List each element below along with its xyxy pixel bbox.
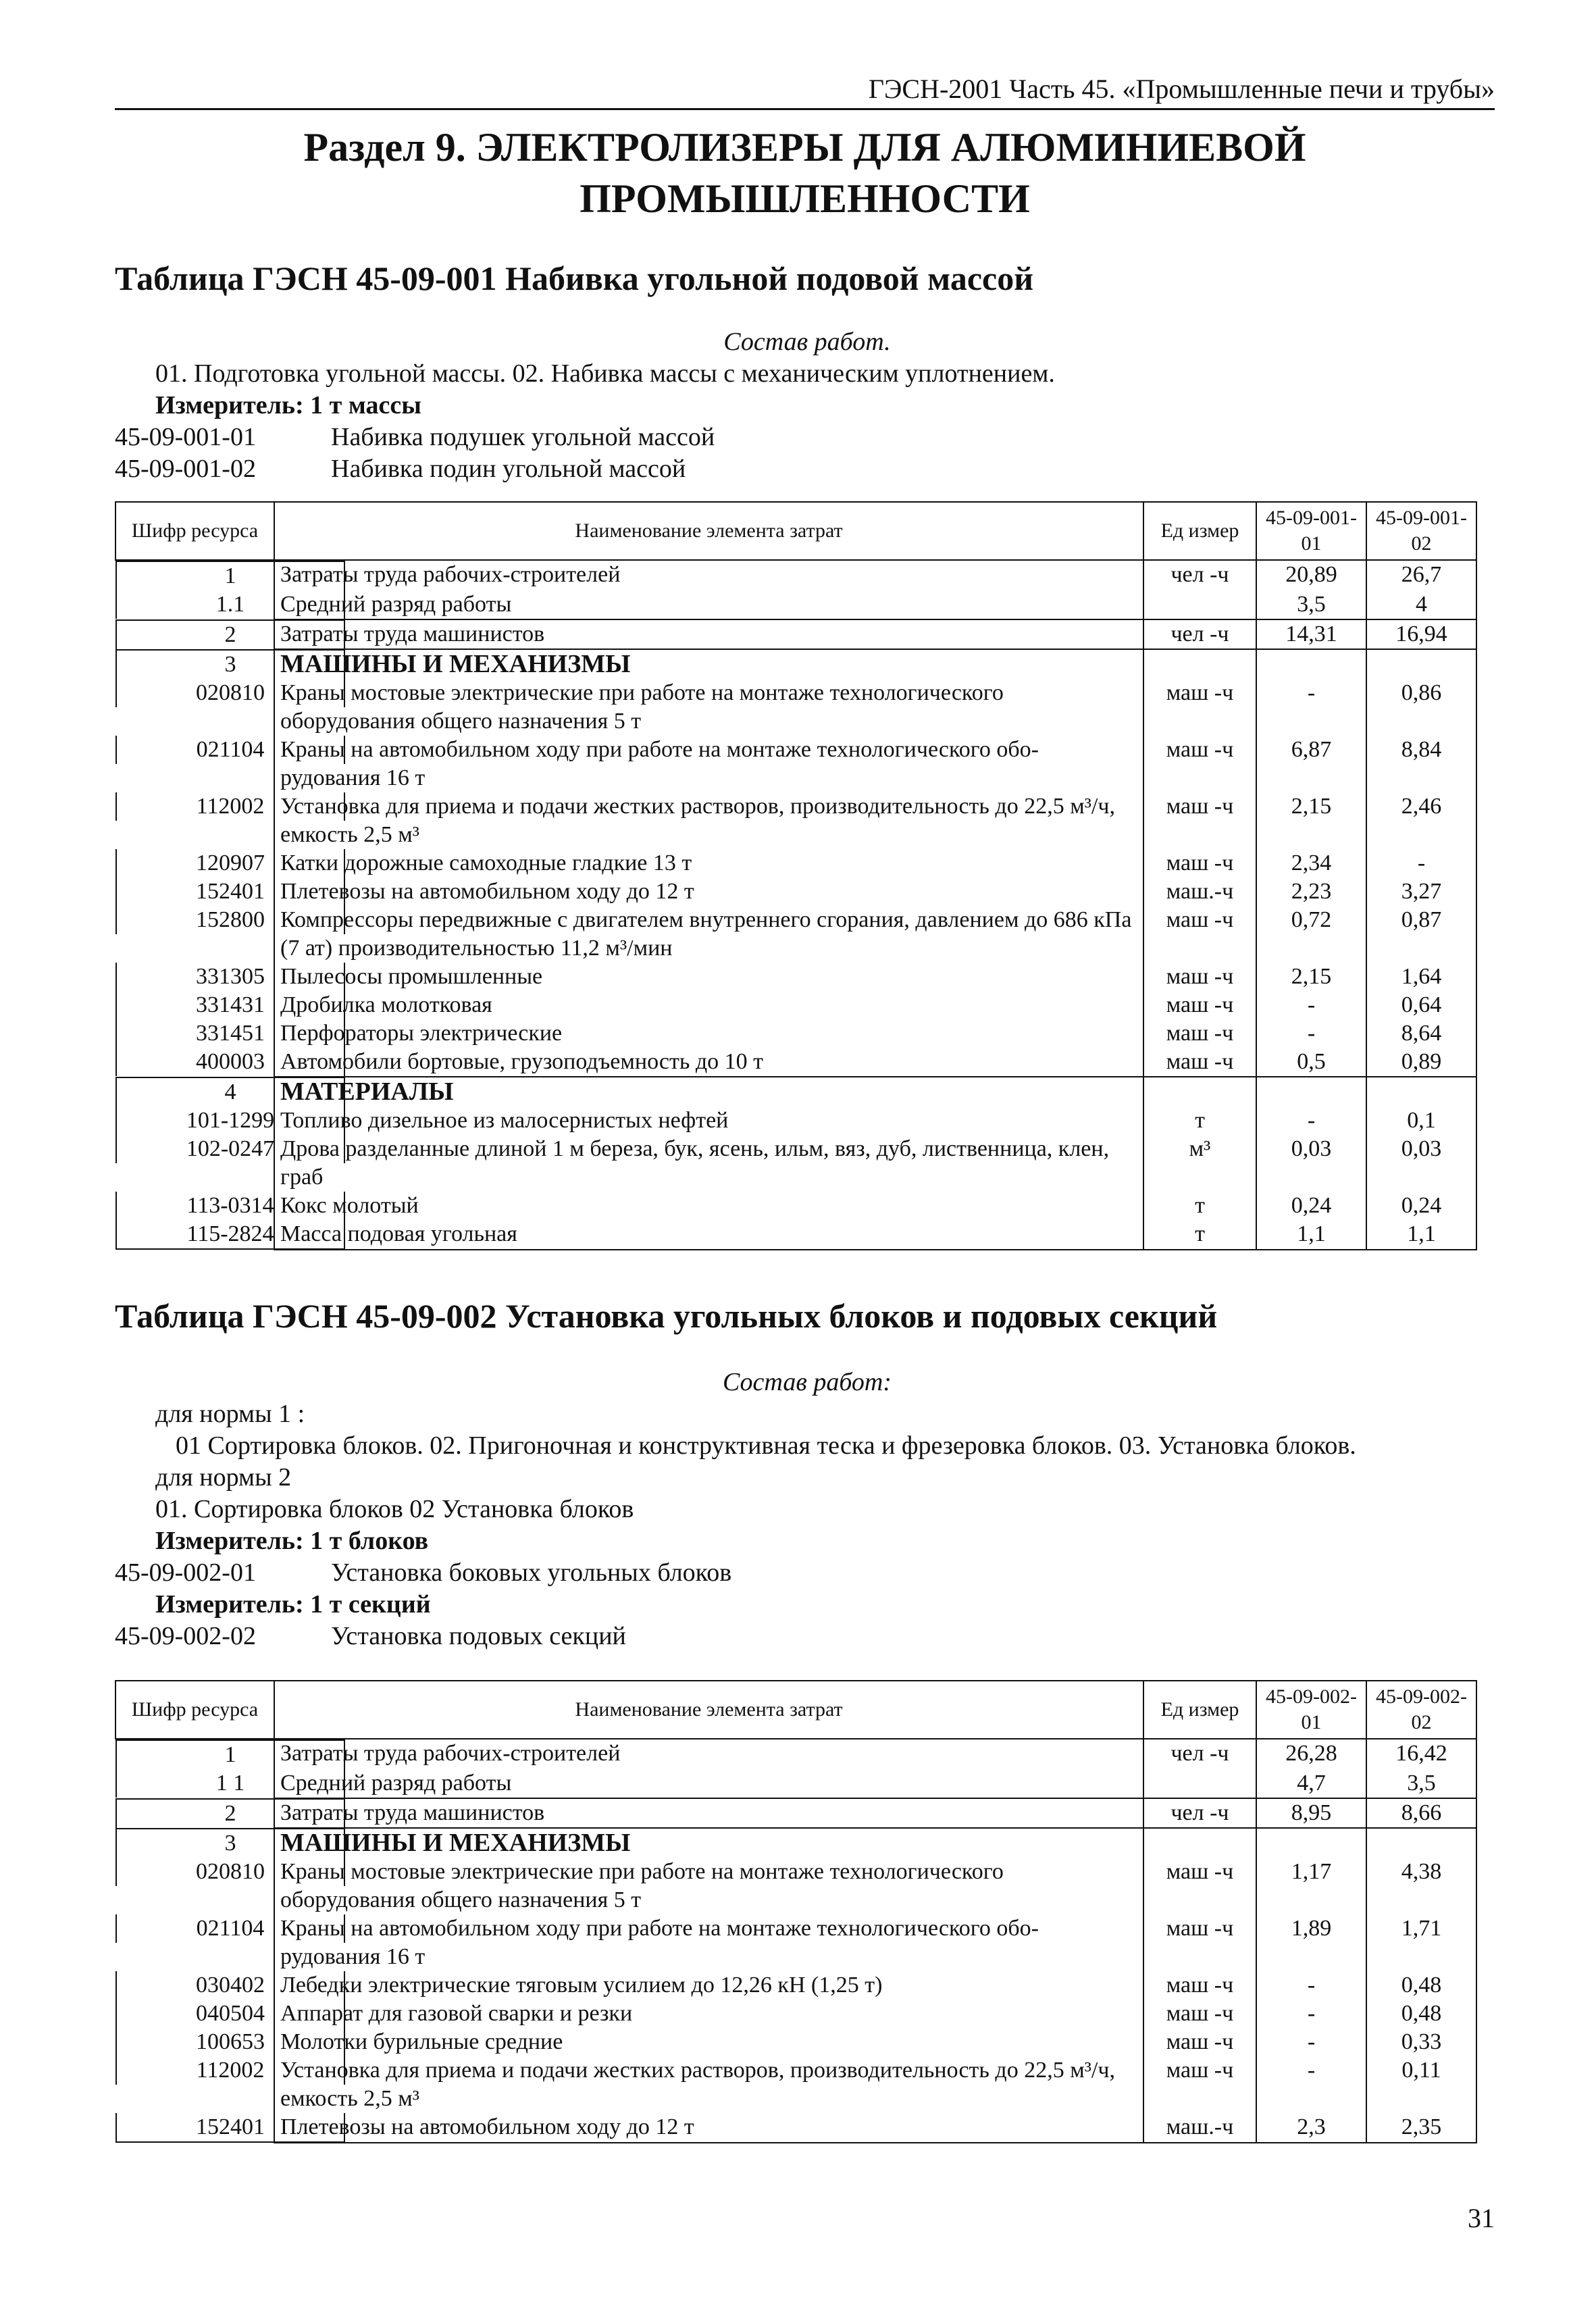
col-header-code: Шифр ресурса xyxy=(115,502,274,560)
element-name-cell: Компрессоры передвижные с двигателем внутреннего сгорания, давлением до 686 кПа (7 ат) производительностью 11,2 м³/мин xyxy=(274,906,1143,963)
table-row xyxy=(115,991,1476,1019)
table1-norm-2 xyxy=(115,453,1499,485)
element-name-cell: Установка для приема и подачи жестких растворов, производительность до 22,5 м³/ч, емкость 2,5 м³ xyxy=(274,2056,1143,2113)
unit-cell: чел -ч xyxy=(1143,1739,1256,1769)
table2-norm-2 xyxy=(115,1621,1499,1652)
norm-b-value-cell: 0,86 xyxy=(1366,679,1476,736)
element-name-cell: Перфораторы электрические xyxy=(274,1019,1143,1048)
table-row xyxy=(115,649,1476,679)
element-name-cell: Плетевозы на автомобильном ходу до 12 т xyxy=(274,878,1143,906)
unit-cell: т xyxy=(1143,1192,1256,1220)
element-name-cell: Молотки бурильные средние xyxy=(274,2028,1143,2056)
norm1-label: для нормы 1 : xyxy=(155,1400,305,1428)
table2-body xyxy=(115,1739,1476,2143)
section-title-line2: ПРОМЫШЛЕННОСТИ xyxy=(580,176,1030,221)
norm-a-value-cell: 4,7 xyxy=(1256,1769,1366,1798)
col-header-name: Наименование элемента затрат xyxy=(274,502,1143,560)
col-header-norm-b: 45-09-001-02 xyxy=(1366,502,1476,560)
table-row xyxy=(115,1220,1476,1250)
norm-b-value-cell: 26,7 xyxy=(1366,560,1476,590)
table-row xyxy=(115,878,1476,906)
unit-cell: маш.-ч xyxy=(1143,2113,1256,2143)
norm-a-value-cell: - xyxy=(1256,2000,1366,2028)
table1-meter: Измеритель: 1 т массы xyxy=(155,391,421,420)
resource-code-cell: 331431 xyxy=(115,991,345,1019)
resource-code-cell: 331451 xyxy=(115,1019,345,1048)
norm-a-value-cell: 1,17 xyxy=(1256,1858,1366,1914)
norm-b-value-cell: 8,84 xyxy=(1366,736,1476,792)
resource-code-cell: 100653 xyxy=(115,2028,345,2056)
table-row xyxy=(115,2028,1476,2056)
table-row xyxy=(115,849,1476,878)
table2-composition-heading: Состав работ: xyxy=(722,1368,892,1396)
running-header: ГЭСН-2001 Часть 45. «Промышленные печи и трубы» xyxy=(115,73,1495,110)
table-row xyxy=(115,736,1476,792)
norm2-label: для нормы 2 xyxy=(155,1463,292,1492)
table1-body xyxy=(115,560,1476,1250)
norm-name: Установка боковых угольных блоков xyxy=(331,1558,732,1587)
element-name-cell: Краны на автомобильном ходу при работе на монтаже технологического обо-рудования 16 т xyxy=(274,736,1143,792)
unit-cell: маш -ч xyxy=(1143,849,1256,878)
norm-code: 45-09-002-01 xyxy=(115,1558,256,1587)
section-title xyxy=(115,122,1495,224)
col-header-norm-a: 45-09-002-01 xyxy=(1256,1681,1366,1739)
table2-description xyxy=(115,1367,1499,1652)
norm-b-value-cell xyxy=(1366,1828,1476,1858)
resource-code-cell: 021104 xyxy=(115,736,345,764)
resource-code-cell: 020810 xyxy=(115,679,345,707)
norm-b-value-cell: 1,64 xyxy=(1366,963,1476,991)
resource-code-cell: 112002 xyxy=(115,2056,345,2085)
table2-title: Таблица ГЭСН 45-09-002 Установка угольных блоков и подовых секций xyxy=(115,1297,1218,1335)
norm-a-value-cell: 1,1 xyxy=(1256,1220,1366,1250)
table-row xyxy=(115,590,1476,619)
resource-code-cell: 112002 xyxy=(115,792,345,821)
table1-description xyxy=(115,326,1499,485)
element-name-cell: Дрова разделанные длиной 1 м береза, бук, ясень, ильм, вяз, дуб, лиственница, клен, граб xyxy=(274,1135,1143,1192)
element-name-cell: Плетевозы на автомобильном ходу до 12 т xyxy=(274,2113,1143,2143)
norm-a-value-cell: - xyxy=(1256,2028,1366,2056)
norm-b-value-cell: - xyxy=(1366,849,1476,878)
unit-cell: маш -ч xyxy=(1143,2056,1256,2113)
resource-code-cell: 152401 xyxy=(115,2113,345,2143)
norm-a-value-cell: 0,03 xyxy=(1256,1135,1366,1192)
element-name-cell: Лебедки электрические тяговым усилием до 12,26 кН (1,25 т) xyxy=(274,1971,1143,2000)
table-row xyxy=(115,906,1476,963)
resource-code-cell: 331305 xyxy=(115,963,345,991)
norm-a-value-cell: 1,89 xyxy=(1256,1914,1366,1971)
element-name-cell: МАШИНЫ И МЕХАНИЗМЫ xyxy=(274,1828,1143,1858)
unit-cell: маш -ч xyxy=(1143,679,1256,736)
table1 xyxy=(115,501,1477,1250)
col-header-norm-a: 45-09-001-01 xyxy=(1256,502,1366,560)
col-header-unit: Ед измер xyxy=(1143,502,1256,560)
norm-a-value-cell: 8,95 xyxy=(1256,1798,1366,1828)
norm-b-value-cell: 3,27 xyxy=(1366,878,1476,906)
table-row xyxy=(115,2056,1476,2113)
element-name-cell: Катки дорожные самоходные гладкие 13 т xyxy=(274,849,1143,878)
norm-b-value-cell: 4,38 xyxy=(1366,1858,1476,1914)
element-name-cell: Средний разряд работы xyxy=(274,1769,1143,1798)
resource-code-cell: 102-0247 xyxy=(115,1135,345,1163)
table-row xyxy=(115,963,1476,991)
norm-b-value-cell: 1,71 xyxy=(1366,1914,1476,1971)
unit-cell xyxy=(1143,590,1256,619)
table1-norm-1 xyxy=(115,422,1499,453)
norm-b-value-cell: 16,42 xyxy=(1366,1739,1476,1769)
resource-code-cell: 3 xyxy=(115,1828,345,1858)
element-name-cell: Топливо дизельное из малосернистых нефтей xyxy=(274,1107,1143,1135)
element-name-cell: МАТЕРИАЛЫ xyxy=(274,1077,1143,1107)
resource-code-cell: 400003 xyxy=(115,1048,345,1076)
unit-cell xyxy=(1143,1077,1256,1107)
norm-b-value-cell xyxy=(1366,1077,1476,1107)
table-row xyxy=(115,1739,1476,1769)
resource-code-cell: 030402 xyxy=(115,1971,345,2000)
table-row xyxy=(115,1914,1476,1971)
unit-cell: чел -ч xyxy=(1143,560,1256,590)
element-name-cell: Затраты труда машинистов xyxy=(274,1798,1143,1828)
norm-a-value-cell: 2,34 xyxy=(1256,849,1366,878)
page-number: 31 xyxy=(1468,2203,1495,2233)
col-header-name: Наименование элемента затрат xyxy=(274,1681,1143,1739)
table-row xyxy=(115,2113,1476,2143)
element-name-cell: Средний разряд работы xyxy=(274,590,1143,619)
table-row xyxy=(115,1769,1476,1798)
table-row xyxy=(115,1107,1476,1135)
norm-name: Набивка подушек угольной массой xyxy=(331,423,715,451)
norm-a-value-cell: - xyxy=(1256,991,1366,1019)
col-header-code: Шифр ресурса xyxy=(115,1681,274,1739)
norm-b-value-cell: 0,11 xyxy=(1366,2056,1476,2113)
norm-a-value-cell: 26,28 xyxy=(1256,1739,1366,1769)
element-name-cell: Затраты труда рабочих-строителей xyxy=(274,560,1143,590)
norm-b-value-cell: 0,87 xyxy=(1366,906,1476,963)
unit-cell: маш -ч xyxy=(1143,963,1256,991)
norm-b-value-cell: 16,94 xyxy=(1366,619,1476,649)
unit-cell: маш.-ч xyxy=(1143,878,1256,906)
norm-b-value-cell: 0,89 xyxy=(1366,1048,1476,1077)
norm-b-value-cell: 0,64 xyxy=(1366,991,1476,1019)
unit-cell xyxy=(1143,1769,1256,1798)
col-header-norm-b: 45-09-002-02 xyxy=(1366,1681,1476,1739)
resource-code-cell: 113-0314 xyxy=(115,1192,345,1220)
norm-a-value-cell: 2,3 xyxy=(1256,2113,1366,2143)
resource-code-cell: 2 xyxy=(115,1798,345,1828)
norm-a-value-cell: 3,5 xyxy=(1256,590,1366,619)
norm1-composition: 01 Сортировка блоков. 02. Пригоночная и конструктивная теска и фрезеровка блоков. 03. Установка блоков. xyxy=(176,1431,1356,1460)
norm-a-value-cell: 2,23 xyxy=(1256,878,1366,906)
table2-norm-1 xyxy=(115,1557,1499,1589)
resource-code-cell: 101-1299 xyxy=(115,1107,345,1135)
norm-b-value-cell: 0,33 xyxy=(1366,2028,1476,2056)
resource-code-cell: 1.1 xyxy=(115,590,345,619)
table-row xyxy=(115,619,1476,649)
norm-a-value-cell: 6,87 xyxy=(1256,736,1366,792)
element-name-cell: Дробилка молотковая xyxy=(274,991,1143,1019)
element-name-cell: Установка для приема и подачи жестких растворов, производительность до 22,5 м³/ч, емкость 2,5 м³ xyxy=(274,792,1143,849)
resource-code-cell: 2 xyxy=(115,619,345,649)
table-row xyxy=(115,1135,1476,1192)
norm-a-value-cell: 20,89 xyxy=(1256,560,1366,590)
section-title-line1: Раздел 9. ЭЛЕКТРОЛИЗЕРЫ ДЛЯ АЛЮМИНИЕВОЙ xyxy=(303,125,1306,170)
unit-cell: маш -ч xyxy=(1143,1858,1256,1914)
element-name-cell: Автомобили бортовые, грузоподъемность до 10 т xyxy=(274,1048,1143,1077)
norm-b-value-cell: 4 xyxy=(1366,590,1476,619)
norm-b-value-cell: 2,46 xyxy=(1366,792,1476,849)
unit-cell: чел -ч xyxy=(1143,619,1256,649)
norm-code: 45-09-002-02 xyxy=(115,1622,256,1650)
norm-b-value-cell xyxy=(1366,649,1476,679)
norm-b-value-cell: 0,24 xyxy=(1366,1192,1476,1220)
element-name-cell: Краны на автомобильном ходу при работе на монтаже технологического обо-рудования 16 т xyxy=(274,1914,1143,1971)
unit-cell: маш -ч xyxy=(1143,991,1256,1019)
unit-cell xyxy=(1143,649,1256,679)
norm-b-value-cell: 2,35 xyxy=(1366,2113,1476,2143)
element-name-cell: Кокс молотый xyxy=(274,1192,1143,1220)
unit-cell: маш -ч xyxy=(1143,1048,1256,1077)
unit-cell: маш -ч xyxy=(1143,736,1256,792)
resource-code-cell: 1 xyxy=(115,561,345,590)
norm-a-value-cell: 14,31 xyxy=(1256,619,1366,649)
resource-code-cell: 152800 xyxy=(115,906,345,934)
norm-a-value-cell: 2,15 xyxy=(1256,963,1366,991)
norm-code: 45-09-001-02 xyxy=(115,455,256,483)
resource-code-cell: 4 xyxy=(115,1077,345,1107)
element-name-cell: Пылесосы промышленные xyxy=(274,963,1143,991)
norm-b-value-cell: 0,1 xyxy=(1366,1107,1476,1135)
norm2-composition: 01. Сортировка блоков 02 Установка блоков xyxy=(155,1495,634,1523)
col-header-unit: Ед измер xyxy=(1143,1681,1256,1739)
norm-b-value-cell: 3,5 xyxy=(1366,1769,1476,1798)
table-row xyxy=(115,1048,1476,1077)
table-row xyxy=(115,679,1476,736)
unit-cell: маш -ч xyxy=(1143,906,1256,963)
unit-cell: маш -ч xyxy=(1143,2028,1256,2056)
norm-b-value-cell: 0,48 xyxy=(1366,1971,1476,2000)
element-name-cell: Масса подовая угольная xyxy=(274,1220,1143,1250)
norm-a-value-cell: 0,72 xyxy=(1256,906,1366,963)
norm-a-value-cell: 0,5 xyxy=(1256,1048,1366,1077)
unit-cell: чел -ч xyxy=(1143,1798,1256,1828)
norm-a-value-cell: 2,15 xyxy=(1256,792,1366,849)
norm-a-value-cell xyxy=(1256,1828,1366,1858)
resource-code-cell: 120907 xyxy=(115,849,345,878)
table-row xyxy=(115,1971,1476,2000)
norm-b-value-cell: 1,1 xyxy=(1366,1220,1476,1250)
resource-code-cell: 1 xyxy=(115,1739,345,1769)
table-row xyxy=(115,1798,1476,1828)
resource-code-cell: 040504 xyxy=(115,2000,345,2028)
resource-code-cell: 020810 xyxy=(115,1858,345,1886)
norm-a-value-cell: - xyxy=(1256,1107,1366,1135)
table1-title: Таблица ГЭСН 45-09-001 Набивка угольной подовой массой xyxy=(115,259,1034,297)
table2 xyxy=(115,1680,1477,2143)
resource-code-cell: 1 1 xyxy=(115,1769,345,1798)
table-row xyxy=(115,560,1476,590)
unit-cell: м³ xyxy=(1143,1135,1256,1192)
norm-code: 45-09-001-01 xyxy=(115,423,256,451)
table-row xyxy=(115,2000,1476,2028)
resource-code-cell: 152401 xyxy=(115,878,345,906)
norm-a-value-cell: - xyxy=(1256,679,1366,736)
norm-name: Установка подовых секций xyxy=(331,1622,626,1650)
table2-meter-2: Измеритель: 1 т секций xyxy=(155,1590,431,1619)
norm-b-value-cell: 0,48 xyxy=(1366,2000,1476,2028)
norm-a-value-cell xyxy=(1256,649,1366,679)
table1-composition: 01. Подготовка угольной массы. 02. Набивка массы с механическим уплотнением. xyxy=(155,359,1055,388)
table-row xyxy=(115,1077,1476,1107)
resource-code-cell: 021104 xyxy=(115,1914,345,1943)
element-name-cell: МАШИНЫ И МЕХАНИЗМЫ xyxy=(274,649,1143,679)
norm-b-value-cell: 8,64 xyxy=(1366,1019,1476,1048)
element-name-cell: Аппарат для газовой сварки и резки xyxy=(274,2000,1143,2028)
table-row xyxy=(115,1192,1476,1220)
unit-cell xyxy=(1143,1828,1256,1858)
resource-code-cell: 3 xyxy=(115,649,345,679)
table-row xyxy=(115,1019,1476,1048)
element-name-cell: Краны мостовые электрические при работе на монтаже технологического оборудования общего назначения 5 т xyxy=(274,1858,1143,1914)
element-name-cell: Затраты труда рабочих-строителей xyxy=(274,1739,1143,1769)
norm-b-value-cell: 0,03 xyxy=(1366,1135,1476,1192)
unit-cell: т xyxy=(1143,1107,1256,1135)
table-row xyxy=(115,1828,1476,1858)
element-name-cell: Затраты труда машинистов xyxy=(274,619,1143,649)
norm-a-value-cell: - xyxy=(1256,2056,1366,2113)
element-name-cell: Краны мостовые электрические при работе на монтаже технологического оборудования общего назначения 5 т xyxy=(274,679,1143,736)
norm-a-value-cell xyxy=(1256,1077,1366,1107)
norm-a-value-cell: - xyxy=(1256,1971,1366,2000)
norm-b-value-cell: 8,66 xyxy=(1366,1798,1476,1828)
unit-cell: маш -ч xyxy=(1143,1019,1256,1048)
unit-cell: маш -ч xyxy=(1143,1914,1256,1971)
table-row xyxy=(115,1858,1476,1914)
norm-name: Набивка подин угольной массой xyxy=(331,455,686,483)
resource-code-cell: 115-2824 xyxy=(115,1220,345,1250)
norm-a-value-cell: 0,24 xyxy=(1256,1192,1366,1220)
unit-cell: т xyxy=(1143,1220,1256,1250)
unit-cell: маш -ч xyxy=(1143,792,1256,849)
unit-cell: маш -ч xyxy=(1143,2000,1256,2028)
table1-composition-heading: Состав работ. xyxy=(723,328,891,356)
norm-a-value-cell: - xyxy=(1256,1019,1366,1048)
table2-meter-1: Измеритель: 1 т блоков xyxy=(155,1527,429,1555)
unit-cell: маш -ч xyxy=(1143,1971,1256,2000)
table-row xyxy=(115,792,1476,849)
